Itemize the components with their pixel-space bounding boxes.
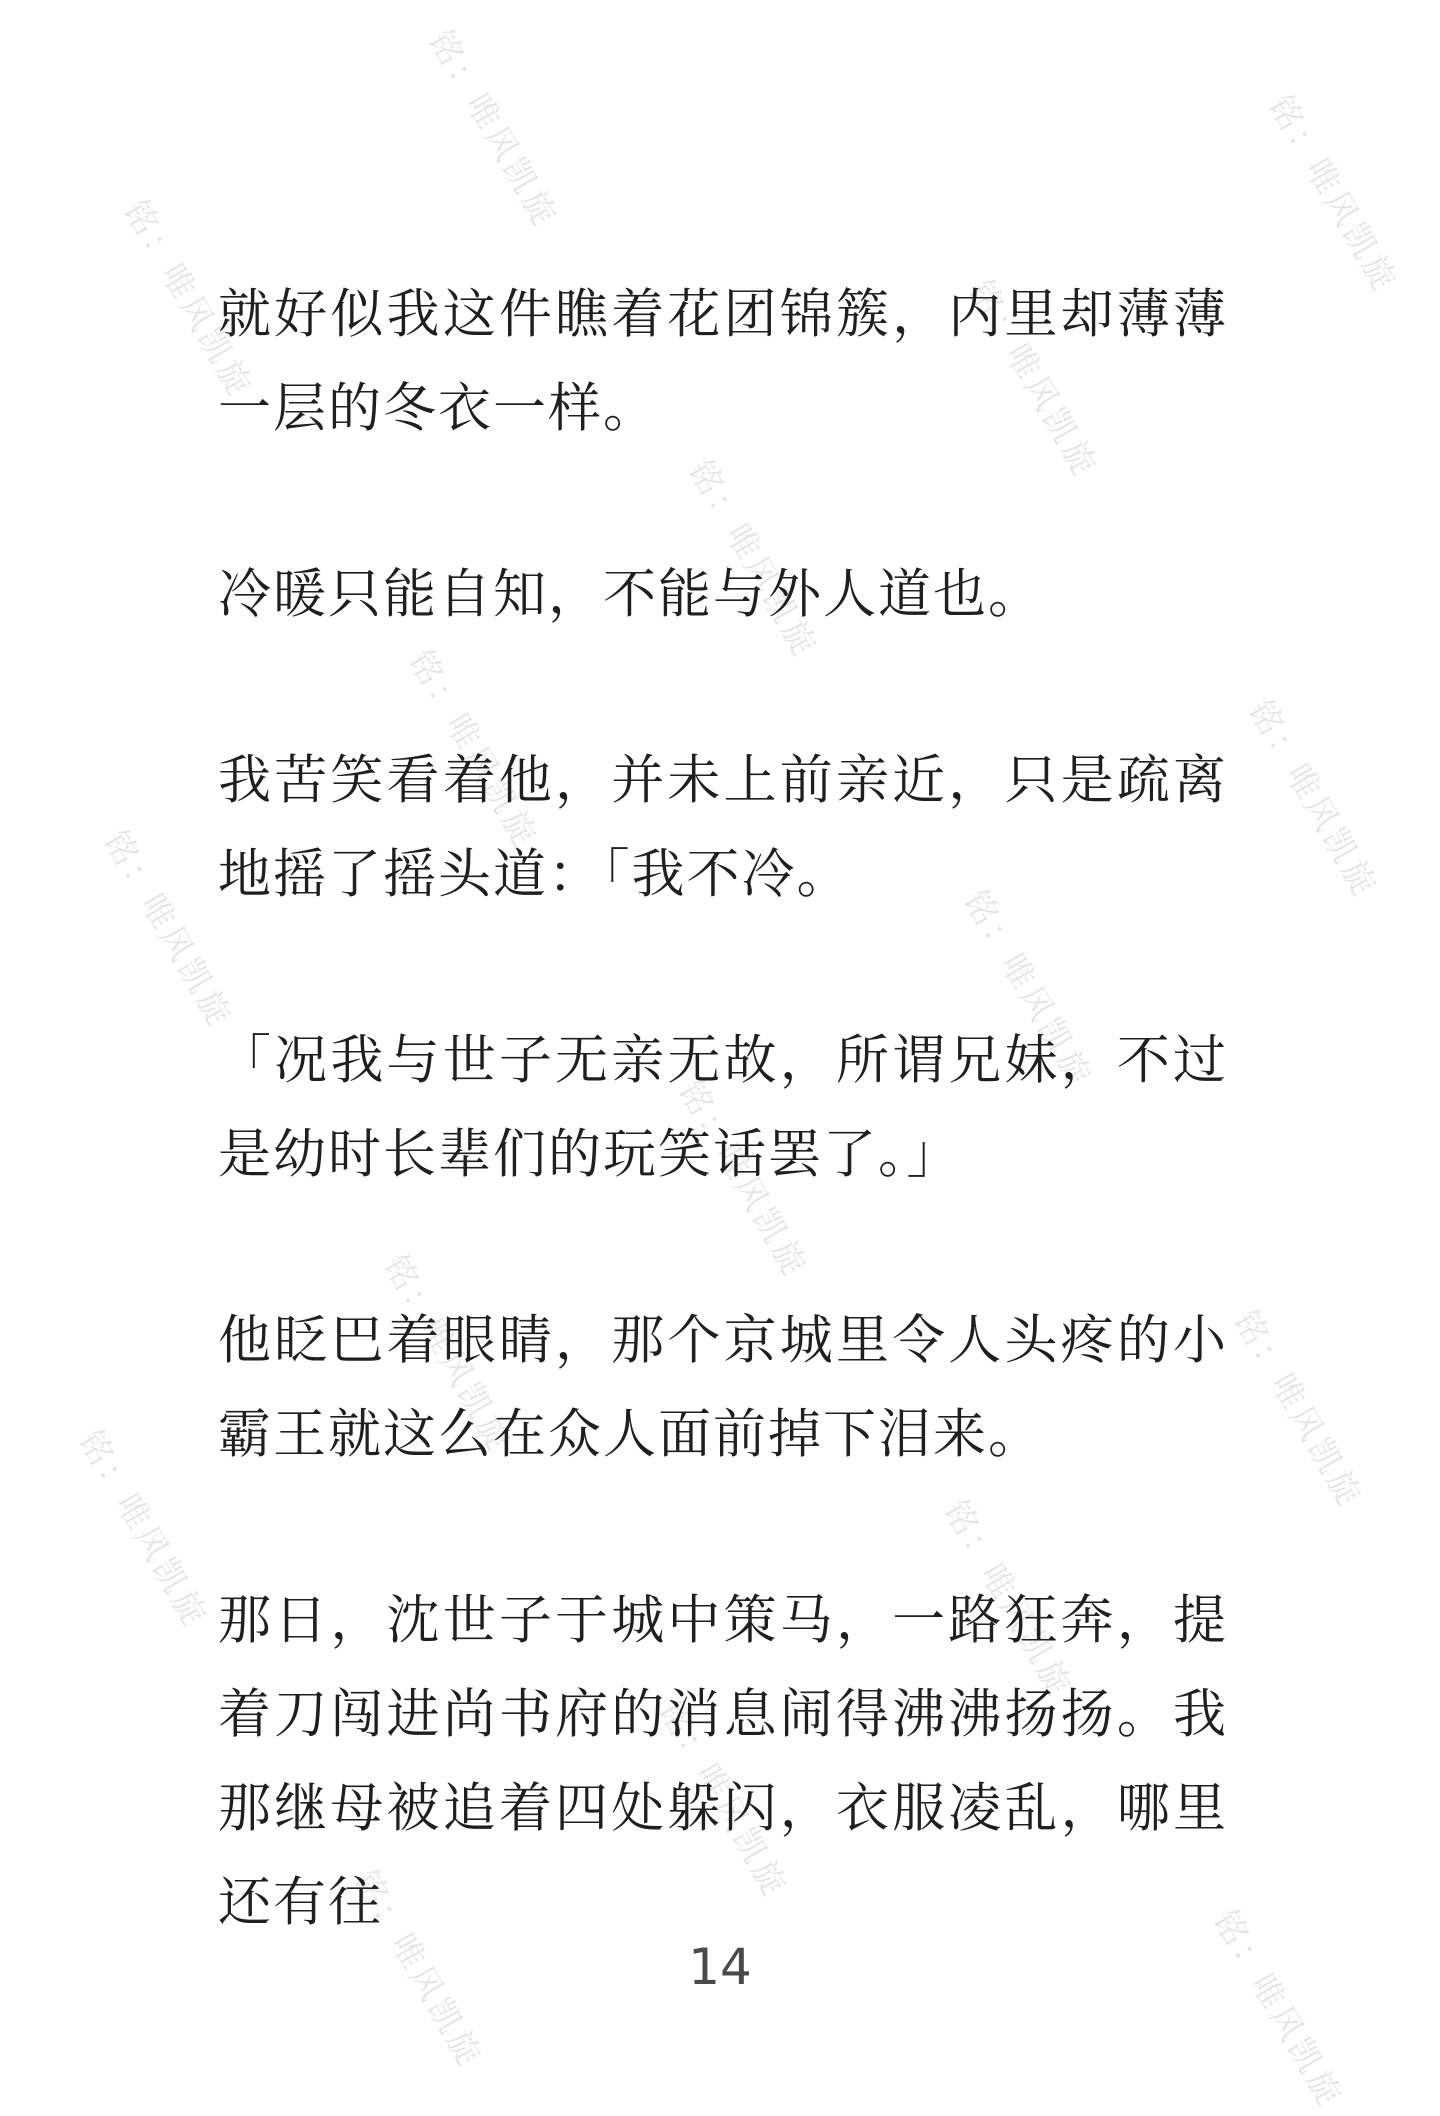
watermark: 铭：唯风凯旋 — [421, 23, 566, 235]
text-body — [218, 268, 1228, 2042]
paragraph: 「况我与世子无亲无故，所谓兄妹，不过是幼时长辈们的玩笑话罢了。」 — [218, 1030, 1228, 1185]
watermark: 铭：唯风凯旋 — [401, 643, 546, 855]
watermark: 铭：唯风凯旋 — [1241, 693, 1386, 905]
watermark: 铭：唯风凯旋 — [961, 273, 1106, 485]
watermark: 铭：唯风凯旋 — [651, 1693, 796, 1905]
page-number: 14 — [688, 1938, 752, 1996]
watermark: 铭：唯风凯旋 — [96, 823, 241, 1035]
watermark: 铭：唯风凯旋 — [956, 883, 1101, 1095]
paragraph: 冷暖只能自知，不能与外人道也。 — [218, 564, 1043, 625]
watermark: 铭：唯风凯旋 — [1206, 1903, 1351, 2115]
watermark: 铭：唯风凯旋 — [671, 1073, 816, 1285]
watermark: 铭：唯风凯旋 — [116, 193, 261, 405]
paragraph: 他眨巴着眼睛，那个京城里令人头疼的小霸王就这么在众人面前掉下泪来。 — [218, 1310, 1228, 1465]
watermark: 铭：唯风凯旋 — [681, 453, 826, 665]
paragraph: 那日，沈世子于城中策马，一路狂奔，提着刀闯进尚书府的消息闹得沸沸扬扬。我那继母被追着四处躲闪，衣服凌乱，哪里还有往 — [218, 1590, 1228, 1933]
paragraph: 我苦笑看着他，并未上前亲近，只是疏离地摇了摇头道：「我不冷。 — [218, 750, 1228, 905]
watermark: 铭：唯风凯旋 — [71, 1423, 216, 1635]
watermark: 铭：唯风凯旋 — [1261, 88, 1406, 300]
watermark: 铭：唯风凯旋 — [936, 1493, 1081, 1705]
watermark: 铭：唯风凯旋 — [376, 1248, 521, 1460]
watermark: 铭：唯风凯旋 — [1226, 1303, 1371, 1515]
paragraph: 就好似我这件瞧着花团锦簇，内里却薄薄一层的冬衣一样。 — [218, 284, 1228, 439]
watermark: 铭：唯风凯旋 — [346, 1863, 491, 2075]
